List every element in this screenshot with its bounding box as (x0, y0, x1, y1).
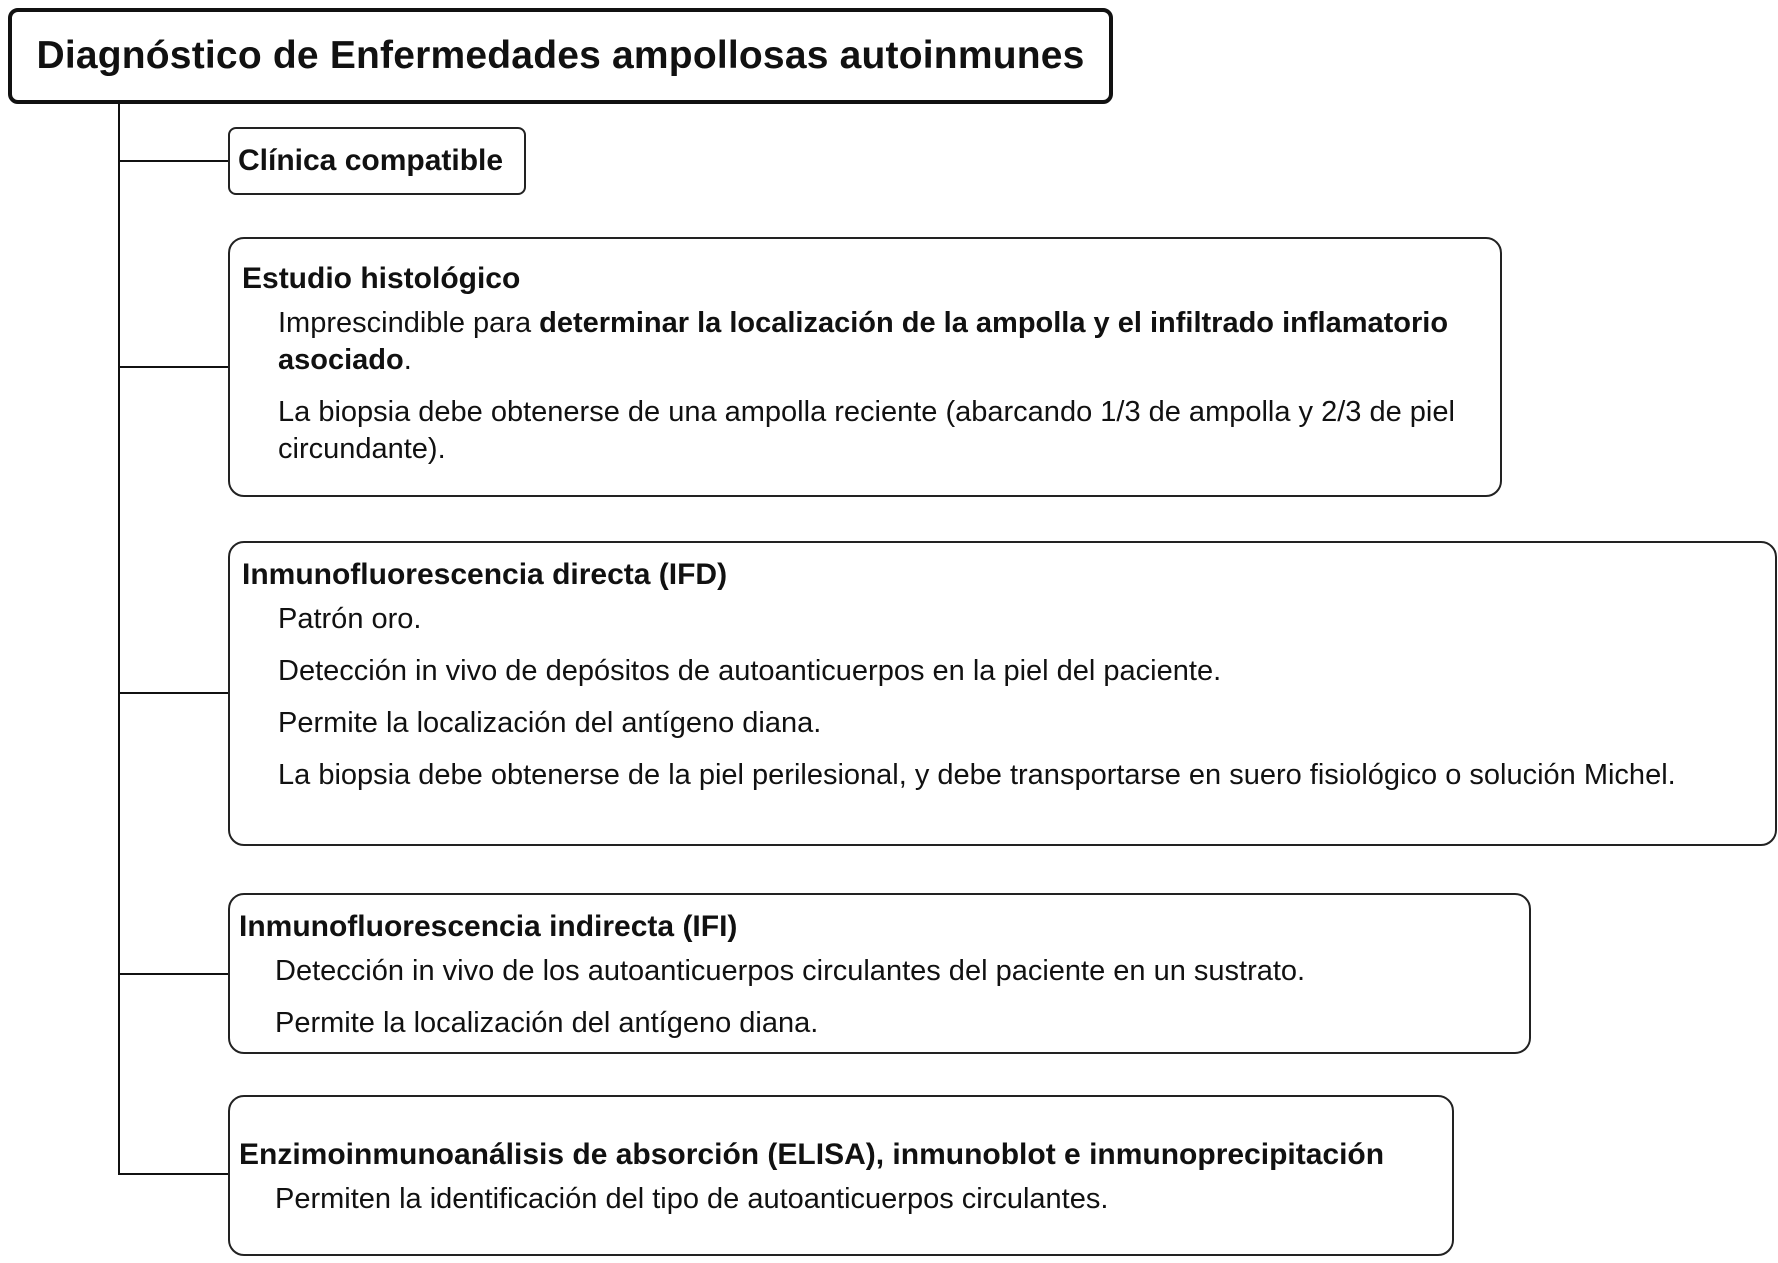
ifd-box (228, 541, 1777, 846)
histologico-box (228, 237, 1502, 497)
ifi-item: Detección in vivo de los autoanticuerpos circulantes del paciente en un sustrato. (275, 955, 1306, 987)
ifi-heading: Inmunofluorescencia indirecta (IFI) (239, 910, 738, 943)
ifd-item: La biopsia debe obtenerse de la piel perilesional, y debe transportarse en suero fisiológico o solución Michel. (278, 759, 1676, 791)
ifd-heading: Inmunofluorescencia directa (IFD) (242, 558, 728, 591)
connector-clinica (118, 160, 228, 162)
connector-ifi (118, 973, 228, 975)
elisa-heading: Enzimoinmunoanálisis de absorción (ELISA), inmunoblot e inmunoprecipitación (239, 1138, 1385, 1171)
histologico-p1-bold: determinar la localización de la ampolla y el infiltrado inflamatorio asociado (278, 307, 1449, 376)
histologico-heading: Estudio histológico (242, 262, 521, 295)
elisa-item: Permiten la identificación del tipo de autoanticuerpos circulantes. (275, 1183, 1109, 1215)
ifi-box (228, 893, 1531, 1054)
elisa-box (228, 1095, 1454, 1256)
diagram-title: Diagnóstico de Enfermedades ampollosas autoinmunes (36, 34, 1085, 77)
histologico-p1-suffix: . (403, 344, 412, 376)
connector-ifd (118, 692, 228, 694)
tree-trunk-line (118, 104, 120, 1174)
ifi-item: Permite la localización del antígeno diana. (275, 1007, 819, 1039)
histologico-paragraph-1 (278, 305, 1470, 379)
ifd-item: Patrón oro. (278, 603, 422, 635)
ifd-item: Permite la localización del antígeno diana. (278, 707, 822, 739)
connector-elisa (118, 1173, 228, 1175)
diagram-title-box (8, 8, 1113, 104)
clinica-box (228, 127, 526, 195)
histologico-p1-prefix: Imprescindible para (278, 307, 540, 339)
connector-histologico (118, 366, 228, 368)
histologico-paragraph-2: La biopsia debe obtenerse de una ampolla reciente (abarcando 1/3 de ampolla y 2/3 de piel circundante). (278, 396, 1455, 465)
clinica-heading: Clínica compatible (238, 144, 504, 177)
ifd-item: Detección in vivo de depósitos de autoanticuerpos en la piel del paciente. (278, 655, 1222, 687)
